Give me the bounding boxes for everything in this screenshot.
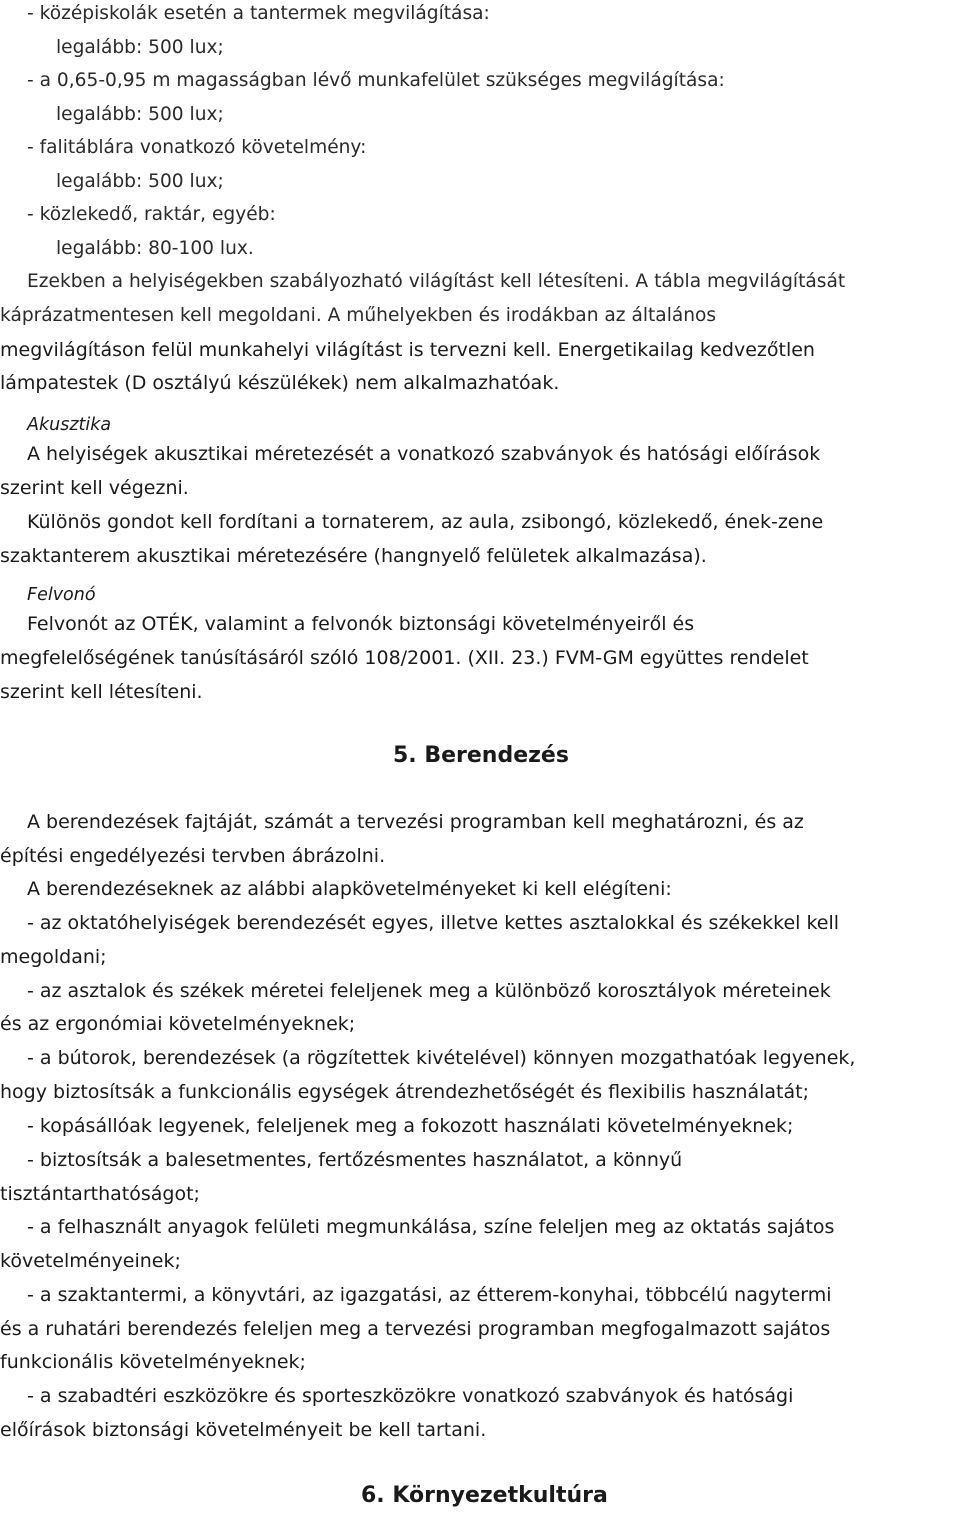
list-item: megoldani;: [0, 946, 107, 968]
list-item: előírások biztonsági követelményeit be kell tartani.: [0, 1419, 487, 1441]
paragraph-line: lámpatestek (D osztályú készülékek) nem alkalmazhatóak.: [0, 372, 560, 394]
list-item: és a ruhatári berendezés feleljen meg a tervezési programban megfogalmazott sajátos: [0, 1318, 831, 1340]
list-item: funkcionális követelményeknek;: [0, 1351, 306, 1373]
paragraph-line: A berendezéseknek az alábbi alapkövetelményeket ki kell elégíteni:: [27, 878, 672, 900]
list-item: - az asztalok és székek méretei feleljenek meg a különböző korosztályok méreteinek: [27, 980, 831, 1002]
paragraph-line: megfelelőségének tanúsításáról szóló 108/2001. (XII. 23.) FVM-GM együttes rendelet: [0, 647, 809, 669]
list-item: legalább: 500 lux;: [56, 171, 224, 192]
paragraph-line: szerint kell végezni.: [0, 477, 189, 499]
paragraph-line: megvilágításon felül munkahelyi világítást is tervezni kell. Energetikailag kedvezőtlen: [0, 339, 815, 361]
paragraph-line: A berendezések fajtáját, számát a tervezési programban kell meghatározni, és az: [27, 811, 804, 833]
list-item: - a bútorok, berendezések (a rögzítettek kivételével) könnyen mozgathatóak legyenek,: [27, 1047, 856, 1069]
list-item: tisztántarthatóságot;: [0, 1183, 200, 1205]
section-heading: 5. Berendezés: [393, 743, 569, 768]
paragraph-line: A helyiségek akusztikai méretezését a vonatkozó szabványok és hatósági előírások: [27, 443, 821, 465]
list-item: - a felhasznált anyagok felületi megmunkálása, színe feleljen meg az oktatás sajátos: [27, 1216, 835, 1238]
paragraph-line: káprázatmentesen kell megoldani. A műhelyekben és irodákban az általános: [0, 305, 717, 326]
list-item: - a 0,65-0,95 m magasságban lévő munkafelület szükséges megvilágítása:: [27, 70, 725, 91]
list-item: - kopásállóak legyenek, feleljenek meg a fokozott használati követelményeknek;: [27, 1115, 794, 1137]
list-item: - a szaktantermi, a könyvtári, az igazgatási, az étterem-konyhai, többcélú nagytermi: [27, 1284, 832, 1306]
list-item: legalább: 500 lux;: [56, 37, 224, 58]
list-item: legalább: 500 lux;: [56, 104, 224, 125]
paragraph-line: szaktanterem akusztikai méretezésére (hangnyelő felületek alkalmazása).: [0, 545, 707, 567]
list-item: - középiskolák esetén a tantermek megvilágítása:: [27, 3, 490, 24]
list-item: - az oktatóhelyiségek berendezését egyes, illetve kettes asztalokkal és székekkel kell: [27, 912, 840, 934]
list-item: hogy biztosítsák a funkcionális egységek átrendezhetőségét és flexibilis használatát;: [0, 1081, 809, 1103]
list-item: legalább: 80-100 lux.: [56, 238, 254, 259]
section-title: Felvonó: [27, 585, 96, 605]
section-heading: 6. Környezetkultúra: [361, 1483, 608, 1508]
list-item: - falitáblára vonatkozó követelmény:: [27, 137, 367, 158]
paragraph-line: Különös gondot kell fordítani a tornaterem, az aula, zsibongó, közlekedő, ének-zene: [27, 511, 824, 533]
paragraph-line: szerint kell létesíteni.: [0, 681, 203, 703]
list-item: és az ergonómiai követelményeknek;: [0, 1013, 356, 1035]
section-title: Akusztika: [27, 415, 112, 435]
list-item: - biztosítsák a balesetmentes, fertőzésmentes használatot, a könnyű: [27, 1149, 683, 1171]
list-item: követelményeinek;: [0, 1250, 181, 1272]
paragraph-line: Ezekben a helyiségekben szabályozható világítást kell létesíteni. A tábla megvilágítását: [27, 271, 846, 292]
list-item: - közlekedő, raktár, egyéb:: [27, 204, 276, 225]
paragraph-line: építési engedélyezési tervben ábrázolni.: [0, 845, 386, 867]
paragraph-line: Felvonót az OTÉK, valamint a felvonók biztonsági követelményeiről és: [27, 613, 695, 635]
list-item: - a szabadtéri eszközökre és sporteszközökre vonatkozó szabványok és hatósági: [27, 1385, 794, 1407]
